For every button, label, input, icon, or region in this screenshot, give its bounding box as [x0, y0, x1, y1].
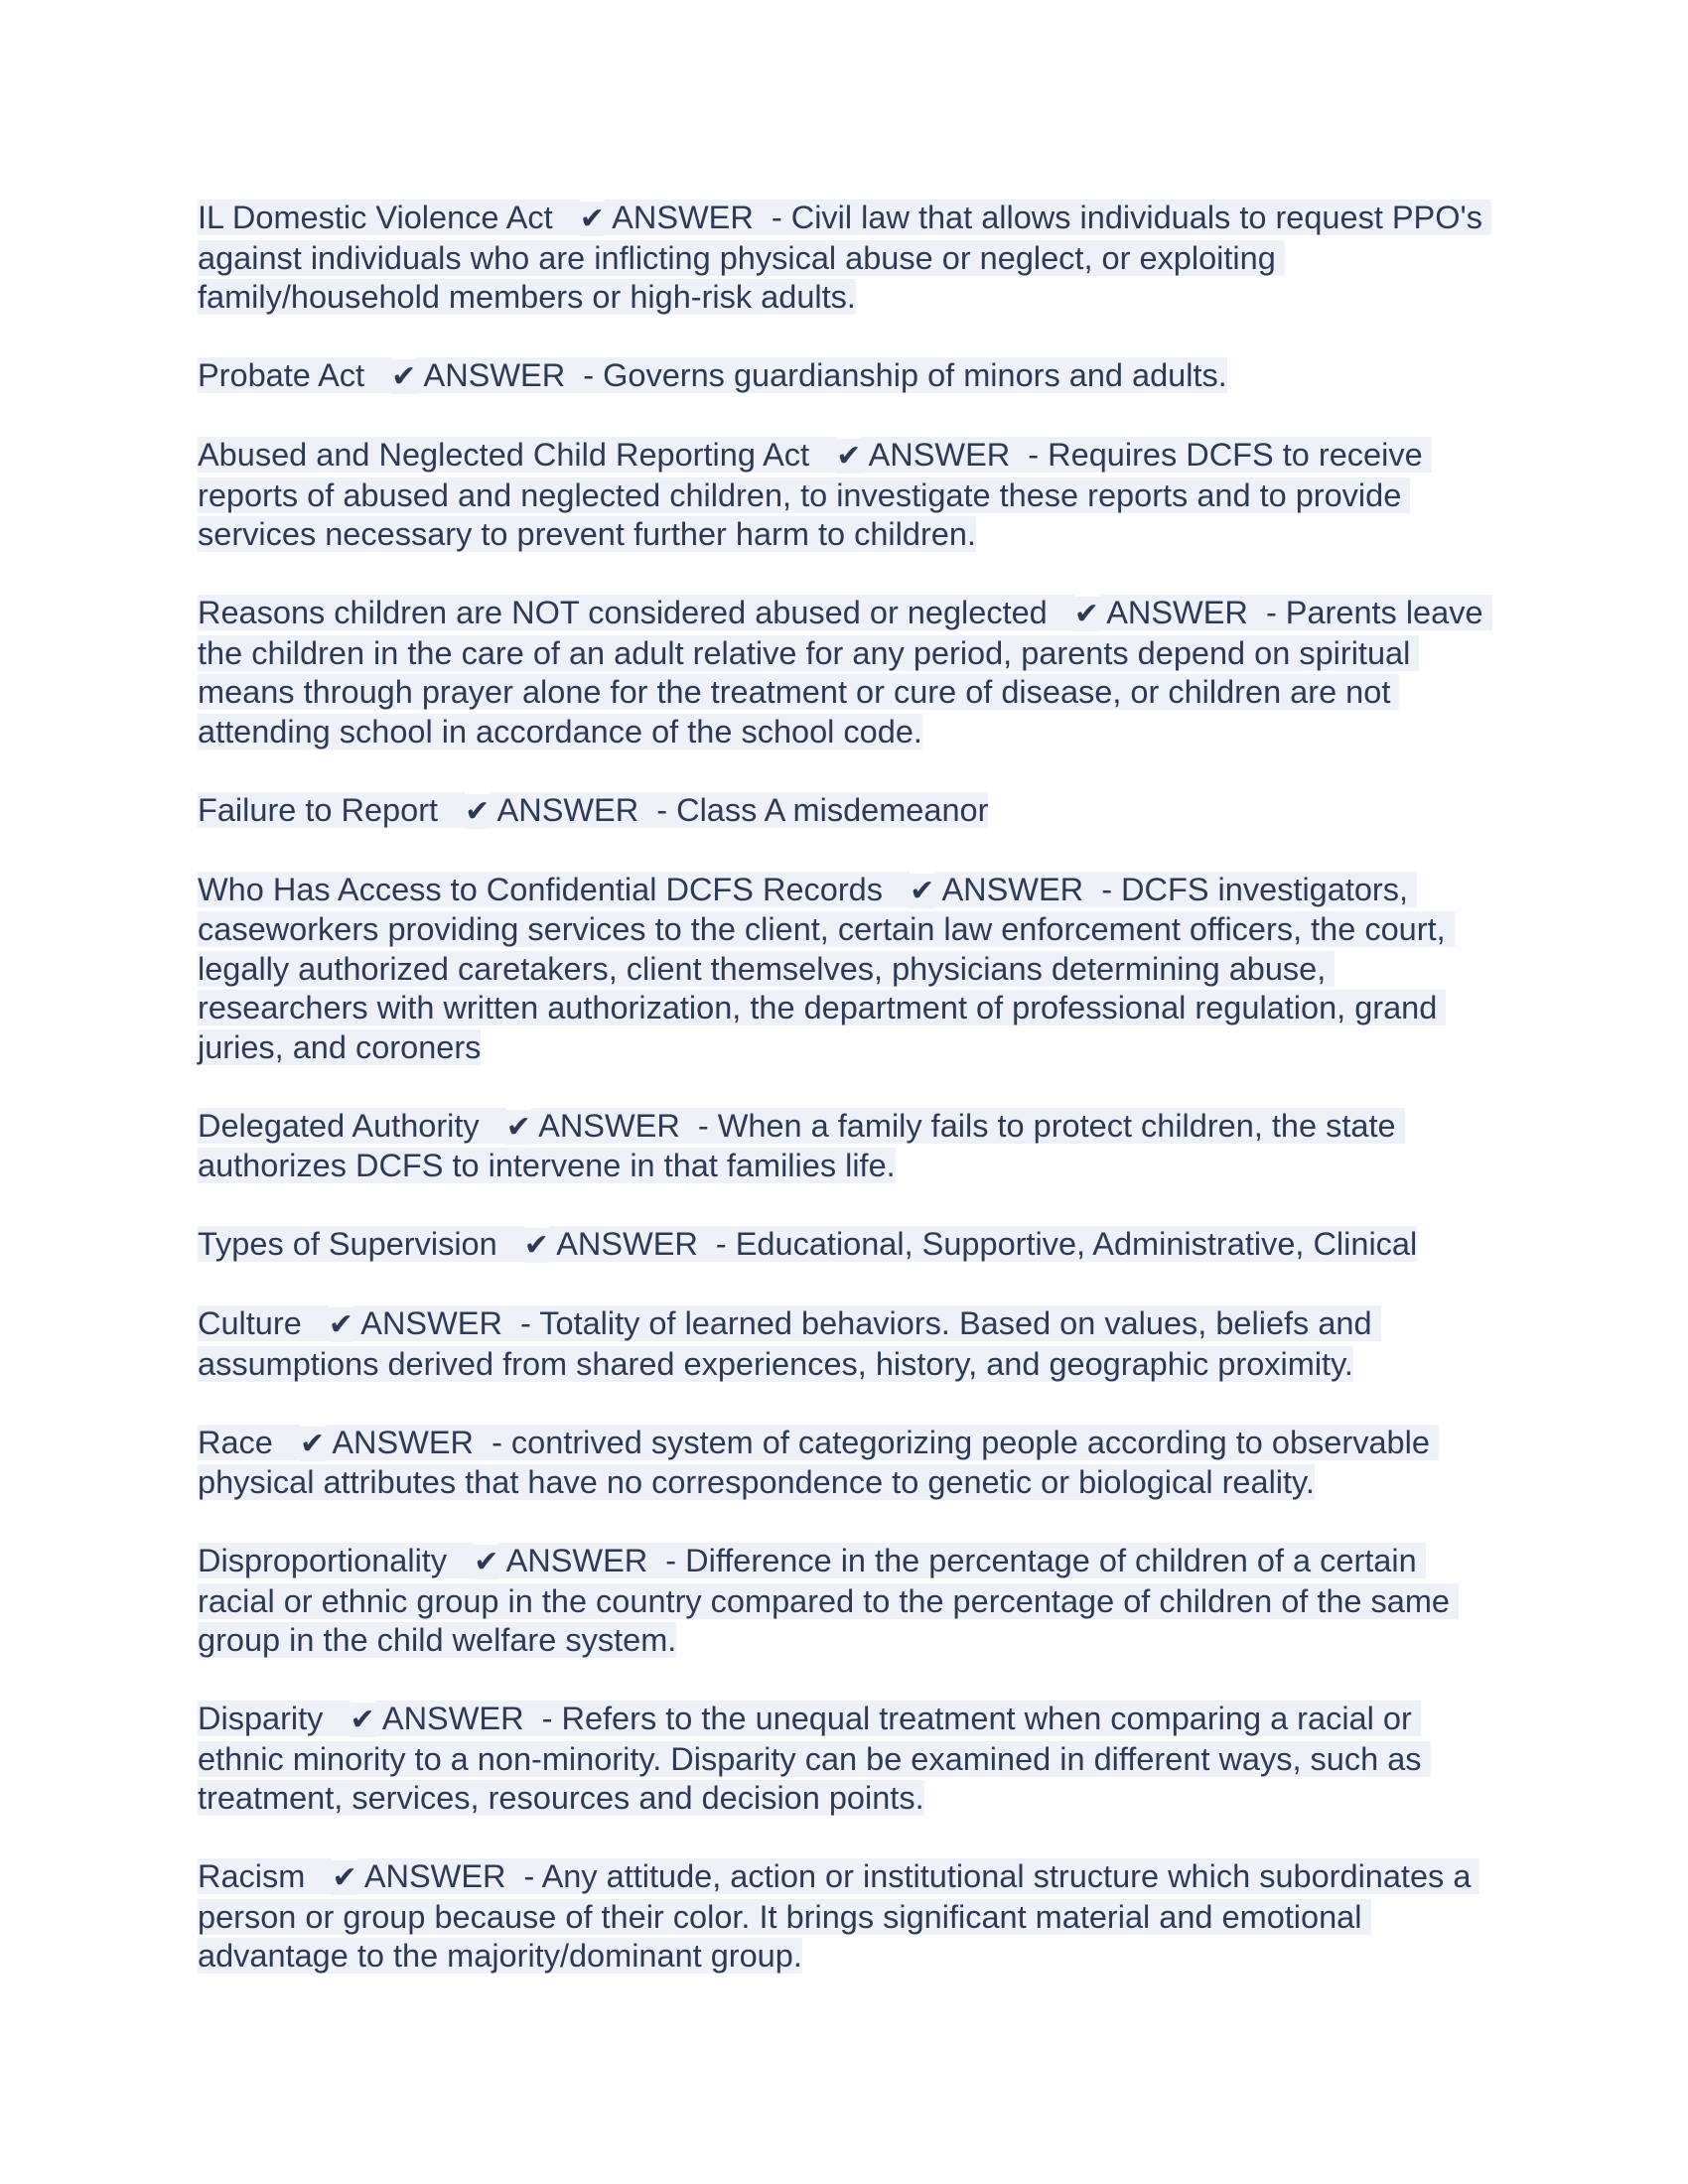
- answer-label: ANSWER: [505, 1543, 648, 1578]
- term: Abused and Neglected Child Reporting Act: [198, 437, 810, 473]
- answer-text: - Refers to the unequal treatment when comparing a racial or ethnic minority to a non-minority. Disparity can be examined in different ways, such as treatment, services, resources and decision points.: [198, 1701, 1431, 1816]
- term: Reasons children are NOT considered abused or neglected: [198, 595, 1048, 630]
- answer-label: ANSWER: [332, 1424, 475, 1460]
- answer-text: - Parents leave the children in the care of an adult relative for any period, parents depend on spiritual means through prayer alone for the treatment or cure of disease, or children are not attending school in accordance of the school code.: [198, 595, 1492, 750]
- qa-entry-disparity: [198, 1700, 1488, 1819]
- term: Who Has Access to Confidential DCFS Records: [198, 871, 883, 907]
- checkmark-icon: ✔: [465, 793, 491, 829]
- answer-label: ANSWER: [363, 1858, 506, 1894]
- term: Racism: [198, 1858, 306, 1894]
- term: Culture: [198, 1305, 302, 1341]
- checkmark-icon: ✔: [836, 439, 862, 474]
- answer-text: - Governs guardianship of minors and adults.: [583, 357, 1227, 393]
- term: Types of Supervision: [198, 1226, 497, 1262]
- term: Delegated Authority: [198, 1107, 480, 1144]
- checkmark-icon: ✔: [391, 359, 417, 394]
- answer-label: ANSWER: [360, 1305, 502, 1341]
- answer-label: ANSWER: [941, 871, 1084, 907]
- checkmark-icon: ✔: [332, 1860, 357, 1895]
- answer-text: - Totality of learned behaviors. Based on values, beliefs and assumptions derived from shared experiences, history, and geographic proximity.: [198, 1305, 1381, 1382]
- checkmark-icon: ✔: [910, 873, 935, 908]
- qa-entry-child-reporting-act: [198, 436, 1488, 555]
- qa-entry-supervision-types: [198, 1225, 1488, 1266]
- qa-entry-records-access: [198, 871, 1488, 1068]
- answer-text: - Any attitude, action or institutional structure which subordinates a person or group because of their color. It brings significant material and emotional advantage to the majority/dominant group.: [198, 1858, 1480, 1974]
- term: Disparity: [198, 1701, 324, 1736]
- checkmark-icon: ✔: [579, 202, 605, 236]
- answer-label: ANSWER: [381, 1701, 524, 1736]
- answer-text: - Requires DCFS to receive reports of abused and neglected children, to investigate these reports and to provide services necessary to prevent further harm to children.: [198, 437, 1432, 552]
- qa-entry-race: [198, 1424, 1488, 1503]
- answer-text: - Class A misdemeanor: [656, 791, 989, 828]
- qa-entry-racism: [198, 1857, 1488, 1977]
- checkmark-icon: ✔: [328, 1307, 354, 1342]
- flashcard-document: [198, 199, 1492, 2015]
- qa-entry-disproportionality: [198, 1542, 1488, 1661]
- answer-label: ANSWER: [868, 437, 1011, 473]
- answer-label: ANSWER: [556, 1226, 698, 1262]
- checkmark-icon: ✔: [474, 1545, 499, 1579]
- qa-entry-domestic-violence-act: [198, 199, 1492, 318]
- term: Failure to Report: [198, 791, 439, 828]
- answer-label: ANSWER: [612, 200, 754, 235]
- qa-entry-delegated-authority: [198, 1107, 1488, 1186]
- term: Disproportionality: [198, 1543, 448, 1578]
- answer-text: - DCFS investigators, caseworkers providing services to the client, certain law enforcement officers, the court, legally authorized caretakers, client themselves, physicians determining abuse, researchers with written authorization, the department of professional regulation, grand juries, and coroners: [198, 871, 1455, 1065]
- answer-label: ANSWER: [496, 791, 639, 828]
- qa-entry-probate-act: [198, 356, 1488, 397]
- term: Probate Act: [198, 357, 365, 393]
- checkmark-icon: ✔: [299, 1426, 326, 1461]
- answer-label: ANSWER: [538, 1107, 680, 1144]
- qa-entry-failure-to-report: [198, 791, 1488, 832]
- answer-text: - Civil law that allows individuals to request PPO's against individuals who are inflicting physical abuse or neglect, or exploiting family/household members or high-risk adults.: [198, 200, 1492, 315]
- answer-text: - When a family fails to protect children, the state authorizes DCFS to intervene in that families life.: [198, 1107, 1405, 1183]
- checkmark-icon: ✔: [505, 1109, 531, 1145]
- term: Race: [198, 1424, 273, 1460]
- answer-text: - contrived system of categorizing people according to observable physical attributes that have no correspondence to genetic or biological reality.: [198, 1424, 1439, 1500]
- answer-label: ANSWER: [1106, 595, 1248, 630]
- answer-text: - Educational, Supportive, Administrative, Clinical: [715, 1226, 1418, 1262]
- qa-entry-culture: [198, 1304, 1488, 1384]
- answer-label: ANSWER: [423, 357, 566, 393]
- checkmark-icon: ✔: [523, 1228, 549, 1263]
- answer-text: - Difference in the percentage of children of a certain racial or ethnic group in the country compared to the percentage of children of the same group in the child welfare system.: [198, 1543, 1460, 1658]
- term: IL Domestic Violence Act: [198, 200, 553, 235]
- checkmark-icon: ✔: [1073, 597, 1099, 631]
- qa-entry-not-abused-reasons: [198, 594, 1492, 751]
- checkmark-icon: ✔: [350, 1703, 375, 1737]
